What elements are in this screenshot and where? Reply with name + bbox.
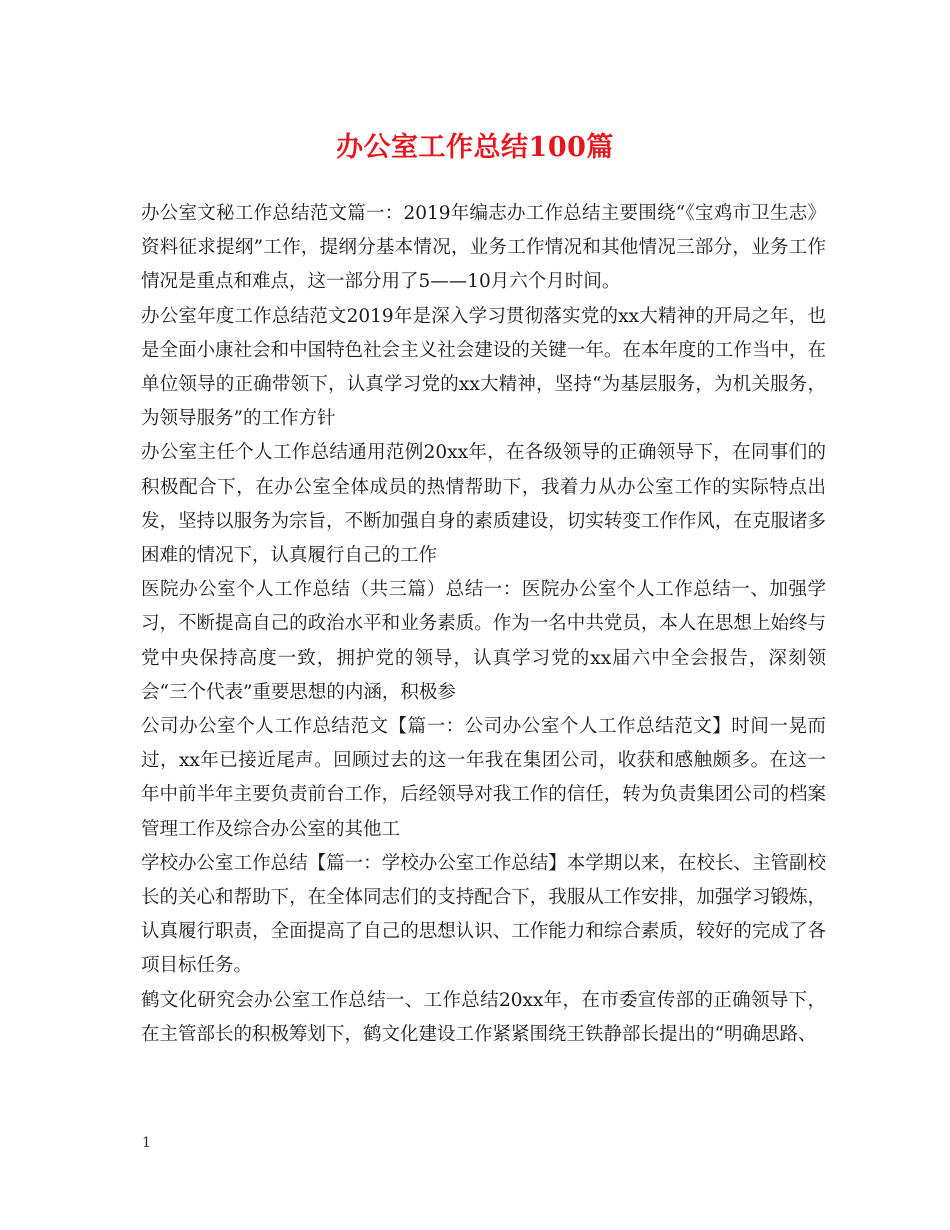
paragraph: 办公室文秘工作总结范文篇一：2019年编志办工作总结主要围绕“《宝鸡市卫生志》资料征求提纲”工作，提纲分基本情况，业务工作情况和其他情况三部分，业务工作情况是重点和难点，这一部分用了5——10月六个月时间。	[141, 203, 826, 293]
paragraph: 办公室主任个人工作总结通用范例20xx年，在各级领导的正确领导下，在同事们的积极配合下，在办公室全体成员的热情帮助下，我着力从办公室工作的实际特点出发，坚持以服务为宗旨，不断加强自身的素质建设，切实转变工作作风，在克服诸多困难的情况下，认真履行自己的工作	[141, 442, 826, 567]
page-number: 1	[142, 1135, 151, 1151]
document-body	[141, 197, 826, 1052]
paragraph: 办公室年度工作总结范文2019年是深入学习贯彻落实党的xx大精神的开局之年，也是全面小康社会和中国特色社会主义社会建设的关键一年。在本年度的工作当中，在单位领导的正确带领下，认真学习党的xx大精神，坚持“为基层服务，为机关服务，为领导服务”的工作方针	[141, 305, 826, 430]
paragraph: 鹤文化研究会办公室工作总结一、工作总结20xx年，在市委宣传部的正确领导下，在主管部长的积极筹划下，鹤文化建设工作紧紧围绕王铁静部长提出的“明确思路、	[141, 989, 826, 1045]
document-title: 办公室工作总结100篇	[336, 132, 614, 163]
paragraph: 公司办公室个人工作总结范文【篇一：公司办公室个人工作总结范文】时间一晃而过，xx年已接近尾声。回顾过去的这一年我在集团公司，收获和感触颇多。在这一年中前半年主要负责前台工作，后经领导对我工作的信任，转为负责集团公司的档案管理工作及综合办公室的其他工	[141, 716, 826, 840]
paragraph: 学校办公室工作总结【篇一：学校办公室工作总结】本学期以来，在校长、主管副校长的关心和帮助下，在全体同志们的支持配合下，我服从工作安排，加强学习锻炼，认真履行职责，全面提高了自己的思想认识、工作能力和综合素质，较好的完成了各项目标任务。	[141, 852, 826, 977]
paragraph: 医院办公室个人工作总结（共三篇）总结一：医院办公室个人工作总结一、加强学习，不断提高自己的政治水平和业务素质。作为一名中共党员，本人在思想上始终与党中央保持高度一致，拥护党的领导，认真学习党的xx届六中全会报告，深刻领会“三个代表”重要思想的内涵，积极参	[141, 579, 826, 703]
